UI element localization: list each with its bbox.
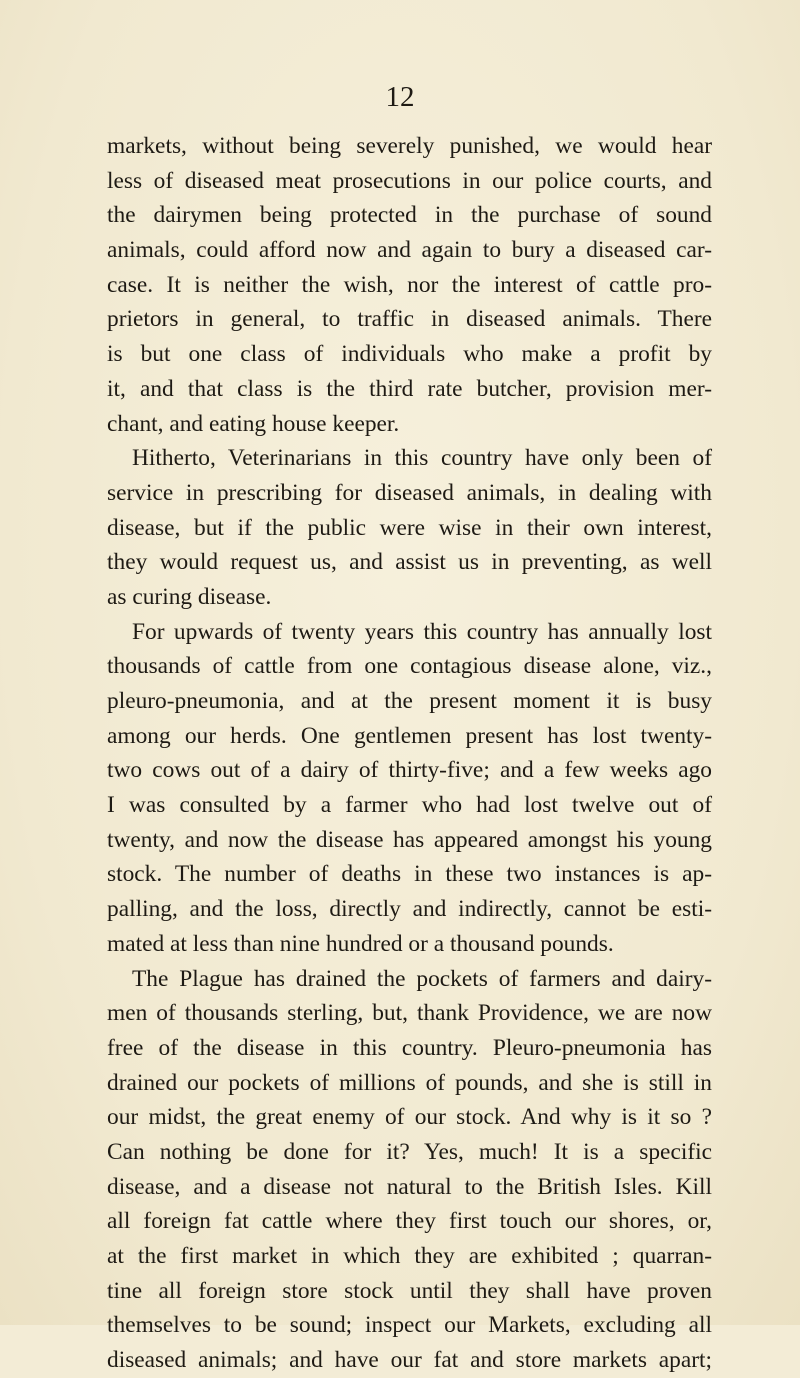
text-line: disease, but if the public were wise in their own interest, bbox=[107, 514, 712, 541]
text-line: animals, could afford now and again to bury a diseased car- bbox=[107, 237, 712, 264]
text-line: diseased animals; and have our fat and store markets apart; bbox=[107, 1347, 712, 1374]
paragraph-2 bbox=[107, 441, 712, 614]
text-line: chant, and eating house keeper. bbox=[107, 410, 400, 437]
text-line: themselves to be sound; inspect our Markets, excluding all bbox=[107, 1312, 712, 1339]
text-line: our midst, the great enemy of our stock. And why is it so ? bbox=[107, 1104, 712, 1131]
text-line: I was consulted by a farmer who had lost twelve out of bbox=[107, 792, 712, 819]
text-line: For upwards of twenty years this country has annually lost bbox=[132, 618, 712, 645]
text-line: among our herds. One gentlemen present has lost twenty- bbox=[107, 722, 712, 749]
text-line: men of thousands sterling, but, thank Providence, we are now bbox=[107, 1000, 712, 1027]
text-line: all foreign fat cattle where they first touch our shores, or, bbox=[107, 1208, 712, 1235]
text-line: the dairymen being protected in the purchase of sound bbox=[107, 202, 712, 229]
text-line: prietors in general, to traffic in diseased animals. There bbox=[107, 306, 712, 333]
text-line: Can nothing be done for it? Yes, much! It is a specific bbox=[107, 1138, 712, 1165]
paragraph-4 bbox=[107, 962, 712, 1378]
text-line: Hitherto, Veterinarians in this country have only been of bbox=[132, 445, 712, 472]
text-line: tine all foreign store stock until they shall have proven bbox=[107, 1277, 712, 1304]
text-line: mated at less than nine hundred or a thousand pounds. bbox=[107, 930, 614, 957]
text-line: service in prescribing for diseased animals, in dealing with bbox=[107, 479, 712, 506]
text-line: pleuro-pneumonia, and at the present moment it is busy bbox=[107, 688, 712, 714]
text-line: less of diseased meat prosecutions in our police courts, and bbox=[107, 167, 712, 194]
text-line: thousands of cattle from one contagious disease alone, viz., bbox=[107, 653, 712, 680]
text-line: as curing disease. bbox=[107, 583, 272, 610]
body-text bbox=[107, 129, 712, 1378]
paragraph-3 bbox=[107, 615, 712, 962]
paragraph-1 bbox=[107, 129, 712, 441]
text-line: they would request us, and assist us in preventing, as well bbox=[107, 549, 712, 576]
text-line: case. It is neither the wish, nor the interest of cattle pro- bbox=[107, 271, 712, 298]
text-line: stock. The number of deaths in these two instances is ap- bbox=[107, 861, 712, 888]
text-line: drained our pockets of millions of pounds, and she is still in bbox=[107, 1069, 712, 1096]
text-line: palling, and the loss, directly and indirectly, cannot be esti- bbox=[107, 896, 712, 923]
text-line: The Plague has drained the pockets of farmers and dairy- bbox=[132, 965, 712, 992]
text-line: it, and that class is the third rate butcher, provision mer- bbox=[107, 375, 712, 402]
text-line: free of the disease in this country. Pleuro-pneumonia has bbox=[107, 1034, 712, 1061]
page-number: 12 bbox=[385, 81, 415, 113]
text-line: disease, and a disease not natural to the British Isles. Kill bbox=[107, 1173, 712, 1200]
text-line: two cows out of a dairy of thirty-five; and a few weeks ago bbox=[107, 757, 712, 784]
text-line: twenty, and now the disease has appeared amongst his young bbox=[107, 826, 712, 853]
text-line: markets, without being severely punished, we would hear bbox=[107, 133, 712, 159]
text-line: is but one class of individuals who make a profit by bbox=[107, 341, 712, 368]
text-line: at the first market in which they are exhibited ; quarran- bbox=[107, 1243, 712, 1269]
